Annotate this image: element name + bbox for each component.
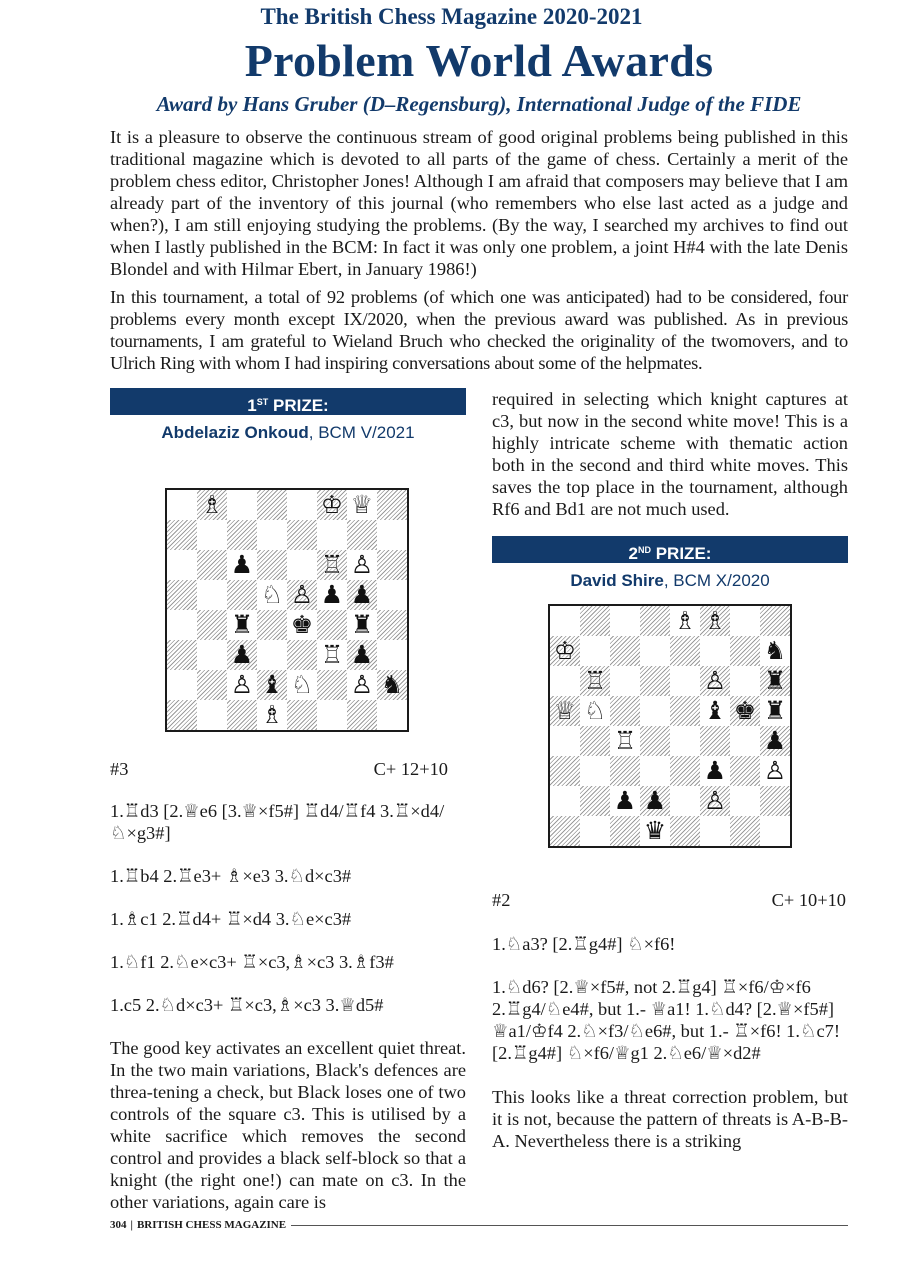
black-pawn-icon: ♟: [230, 550, 254, 579]
square-b4: [580, 726, 610, 756]
square-d1: [257, 700, 287, 730]
square-b3: [197, 640, 227, 670]
page-footer: [110, 1217, 848, 1233]
black-rook-icon: ♜: [763, 696, 787, 725]
square-g7: [347, 520, 377, 550]
square-e8: [670, 606, 700, 636]
square-a3: [167, 640, 197, 670]
square-d4: [640, 726, 670, 756]
white-bishop-icon: ♗: [703, 606, 727, 635]
square-d1: [640, 816, 670, 846]
footer-magazine: BRITISH CHESS MAGAZINE: [136, 1219, 287, 1231]
white-knight-icon: ♘: [583, 696, 607, 725]
square-f8: [700, 606, 730, 636]
board-1-area: [110, 444, 466, 738]
white-bishop-icon: ♗: [673, 606, 697, 635]
square-h4: [377, 610, 407, 640]
white-pawn-icon: ♙: [230, 670, 254, 699]
square-f3: [317, 640, 347, 670]
square-h1: [377, 700, 407, 730]
square-c6: [610, 666, 640, 696]
square-h6: [760, 666, 790, 696]
white-rook-icon: ♖: [583, 666, 607, 695]
square-e6: [287, 550, 317, 580]
square-d5: [640, 696, 670, 726]
page-title: Problem World Awards: [244, 35, 714, 86]
square-b5: [580, 696, 610, 726]
black-pawn-icon: ♟: [320, 580, 344, 609]
square-d7: [640, 636, 670, 666]
black-rook-icon: ♜: [763, 666, 787, 695]
white-bishop-icon: ♗: [200, 490, 224, 519]
solution-line: 1.♗c1 2.♖d4+ ♖×d4 3.♘e×c3#: [110, 909, 352, 929]
stipulation: #3: [110, 759, 129, 779]
second-prize-byline: [492, 570, 848, 592]
square-f1: [700, 816, 730, 846]
square-h3: [377, 640, 407, 670]
white-pawn-icon: ♙: [703, 786, 727, 815]
square-c2: [610, 786, 640, 816]
award-subtitle: Award by Hans Gruber (D–Regensburg), International Judge of the FIDE: [156, 92, 802, 116]
square-f8: [317, 490, 347, 520]
square-c4: [610, 726, 640, 756]
square-c3: [227, 640, 257, 670]
square-e5: [670, 696, 700, 726]
square-f6: [317, 550, 347, 580]
square-c8: [610, 606, 640, 636]
square-e3: [287, 640, 317, 670]
square-c3: [610, 756, 640, 786]
square-e1: [287, 700, 317, 730]
second-prize-bar: [492, 536, 848, 563]
prize-ordinal: ND: [638, 545, 651, 555]
solution-line: 1.c5 2.♘d×c3+ ♖×c3,♗×c3 3.♕d5#: [110, 995, 384, 1015]
black-king-icon: ♚: [290, 610, 314, 639]
author-name: Abdelaziz Onkoud: [161, 423, 309, 442]
square-h8: [377, 490, 407, 520]
square-h1: [760, 816, 790, 846]
square-g5: [347, 580, 377, 610]
square-a2: [167, 670, 197, 700]
stipulation-line-2: [492, 889, 848, 911]
prize-number: 2: [628, 544, 638, 563]
square-d8: [257, 490, 287, 520]
square-f2: [700, 786, 730, 816]
square-a1: [167, 700, 197, 730]
square-b2: [580, 786, 610, 816]
chess-board-1: [165, 488, 409, 732]
white-pawn-icon: ♙: [290, 580, 314, 609]
square-g4: [347, 610, 377, 640]
square-h2: [377, 670, 407, 700]
square-h7: [760, 636, 790, 666]
square-h7: [377, 520, 407, 550]
prize-label: PRIZE:: [651, 544, 712, 563]
square-g1: [347, 700, 377, 730]
square-d3: [640, 756, 670, 786]
piece-count: C+ 12+10: [373, 759, 448, 779]
square-h5: [377, 580, 407, 610]
white-pawn-icon: ♙: [703, 666, 727, 695]
square-d2: [257, 670, 287, 700]
stipulation: #2: [492, 890, 511, 910]
square-c1: [227, 700, 257, 730]
square-c5: [610, 696, 640, 726]
square-a5: [167, 580, 197, 610]
source-ref: , BCM V/2021: [308, 423, 415, 442]
black-bishop-icon: ♝: [703, 696, 727, 725]
square-a3: [550, 756, 580, 786]
solution-line: 1.♖d3 [2.♕e6 [3.♕×f5#] ♖d4/♖f4 3.♖×d4/♘×g3#]: [110, 801, 445, 843]
square-g8: [730, 606, 760, 636]
square-c7: [227, 520, 257, 550]
white-queen-icon: ♕: [350, 490, 374, 519]
first-prize-byline: [110, 422, 466, 444]
square-h3: [760, 756, 790, 786]
square-c8: [227, 490, 257, 520]
square-b6: [580, 666, 610, 696]
square-e3: [670, 756, 700, 786]
square-b5: [197, 580, 227, 610]
square-h6: [377, 550, 407, 580]
intro-paragraph-1: It is a pleasure to observe the continuous stream of good original problems being published in this traditional magazine which is devoted to all parts of the game of chess. Certainly a merit of the problem chess editor, Christopher Jones! Although I am afraid that composers may believe that I am already part of the inventory of this journal (who remembers who else last acted as a judge and when?), I am still enjoying studying the problems. (By the way, I searched my archives to find out when I lastly published in the BCM: In fact it was only one problem, a joint H#4 with the late Denis Blondel and with Hilmar Ebert, in January 1986!): [110, 127, 848, 279]
square-b7: [580, 636, 610, 666]
footer-rule: [291, 1225, 848, 1226]
square-g3: [730, 756, 760, 786]
square-b8: [197, 490, 227, 520]
piece-count: C+ 10+10: [771, 890, 846, 910]
square-g4: [730, 726, 760, 756]
white-king-icon: ♔: [320, 490, 344, 519]
second-prize-comment: This looks like a threat correction problem, but it is not, because the pattern of threats is A-B-B-A. Nevertheless there is a striking: [492, 1087, 848, 1151]
magazine-kicker: The British Chess Magazine 2020-2021: [260, 4, 643, 29]
prize-label: PRIZE:: [268, 396, 329, 415]
square-a7: [167, 520, 197, 550]
square-e6: [670, 666, 700, 696]
square-h5: [760, 696, 790, 726]
black-bishop-icon: ♝: [260, 670, 284, 699]
square-g6: [730, 666, 760, 696]
white-rook-icon: ♖: [613, 726, 637, 755]
square-b3: [580, 756, 610, 786]
square-e4: [670, 726, 700, 756]
intro-paragraph-2: In this tournament, a total of 92 problems (of which one was anticipated) had to be considered, four problems every month except IX/2020, when the previous award was published. As in previous tournaments, I am grateful to Wieland Bruch who checked the originality of the twomovers, and to Ulrich Ring with whom I had inspiring conversations about some of the helpmates.: [110, 287, 848, 373]
black-knight-icon: ♞: [380, 670, 404, 699]
square-d5: [257, 580, 287, 610]
square-f3: [700, 756, 730, 786]
square-c1: [610, 816, 640, 846]
square-f4: [317, 610, 347, 640]
square-e4: [287, 610, 317, 640]
square-f6: [700, 666, 730, 696]
board-2-area: [492, 592, 848, 875]
black-queen-icon: ♛: [643, 816, 667, 845]
square-e7: [670, 636, 700, 666]
square-f2: [317, 670, 347, 700]
solution-line: 1.♖b4 2.♖e3+ ♗×e3 3.♘d×c3#: [110, 866, 352, 886]
black-knight-icon: ♞: [763, 636, 787, 665]
white-pawn-icon: ♙: [763, 756, 787, 785]
square-b7: [197, 520, 227, 550]
square-g5: [730, 696, 760, 726]
square-g2: [730, 786, 760, 816]
white-king-icon: ♔: [553, 636, 577, 665]
white-pawn-icon: ♙: [350, 550, 374, 579]
square-b4: [197, 610, 227, 640]
square-a2: [550, 786, 580, 816]
square-g8: [347, 490, 377, 520]
left-column: [110, 388, 466, 1213]
black-pawn-icon: ♟: [763, 726, 787, 755]
first-prize-comment-continued: required in selecting which knight captures at c3, but now in the second white move! This is a highly intricate scheme with thematic action both in the second and third white moves. This saves the top place in the tournament, although Rf6 and Bd1 are not much used.: [492, 389, 848, 519]
square-g1: [730, 816, 760, 846]
white-rook-icon: ♖: [320, 550, 344, 579]
square-e2: [287, 670, 317, 700]
square-a6: [167, 550, 197, 580]
square-c2: [227, 670, 257, 700]
black-pawn-icon: ♟: [613, 786, 637, 815]
square-e7: [287, 520, 317, 550]
black-pawn-icon: ♟: [350, 640, 374, 669]
solution-line: 1.♘a3? [2.♖g4#] ♘×f6!: [492, 934, 676, 954]
stipulation-line-1: [110, 758, 466, 780]
right-column: [492, 388, 848, 1152]
white-rook-icon: ♖: [320, 640, 344, 669]
square-d6: [257, 550, 287, 580]
square-a8: [550, 606, 580, 636]
white-knight-icon: ♘: [260, 580, 284, 609]
page-number: 304: [110, 1219, 127, 1231]
square-d2: [640, 786, 670, 816]
square-e8: [287, 490, 317, 520]
square-b2: [197, 670, 227, 700]
square-d6: [640, 666, 670, 696]
square-g6: [347, 550, 377, 580]
square-e2: [670, 786, 700, 816]
square-b8: [580, 606, 610, 636]
square-g2: [347, 670, 377, 700]
square-g3: [347, 640, 377, 670]
black-pawn-icon: ♟: [230, 640, 254, 669]
square-f4: [700, 726, 730, 756]
black-rook-icon: ♜: [230, 610, 254, 639]
square-c6: [227, 550, 257, 580]
solution-line: 1.♘d6? [2.♕×f5#, not 2.♖g4] ♖×f6/♔×f6 2.♖g4/♘e4#, but 1.- ♕a1! 1.♘d4? [2.♕×f5#] ♕a1/♔f4 2.♘×f3/♘e6#, but 1.- ♖×f6! 1.♘c7! [2.♖g4#] ♘×f6/♕g1 2.♘e6/♕×d2#: [492, 977, 840, 1063]
square-a5: [550, 696, 580, 726]
square-c7: [610, 636, 640, 666]
black-pawn-icon: ♟: [703, 756, 727, 785]
chess-board-2: [548, 604, 792, 848]
square-d7: [257, 520, 287, 550]
square-f7: [700, 636, 730, 666]
square-f5: [317, 580, 347, 610]
square-h4: [760, 726, 790, 756]
square-f5: [700, 696, 730, 726]
square-g7: [730, 636, 760, 666]
white-pawn-icon: ♙: [350, 670, 374, 699]
square-b1: [580, 816, 610, 846]
square-a4: [550, 726, 580, 756]
square-a4: [167, 610, 197, 640]
source-ref: , BCM X/2020: [663, 571, 770, 590]
first-prize-comment: The good key activates an excellent quiet threat. In the two main variations, Black's defences are threa-tening a check, but Black loses one of two controls of the square c3. This is utilised by a white sacrifice which removes the second control and provides a black self-block so that a knight (the right one!) can mate on c3. In the other variations, again care is: [110, 1038, 466, 1212]
black-king-icon: ♚: [733, 696, 757, 725]
square-c5: [227, 580, 257, 610]
footer-separator: |: [130, 1219, 133, 1231]
prize-ordinal: ST: [256, 397, 269, 407]
first-prize-bar: [110, 388, 466, 415]
black-rook-icon: ♜: [350, 610, 374, 639]
square-d3: [257, 640, 287, 670]
white-bishop-icon: ♗: [260, 700, 284, 729]
square-f1: [317, 700, 347, 730]
square-a6: [550, 666, 580, 696]
solution-line: 1.♘f1 2.♘e×c3+ ♖×c3,♗×c3 3.♗f3#: [110, 952, 394, 972]
square-d8: [640, 606, 670, 636]
square-h2: [760, 786, 790, 816]
white-queen-icon: ♕: [553, 696, 577, 725]
author-name: David Shire: [570, 571, 664, 590]
white-knight-icon: ♘: [290, 670, 314, 699]
square-e1: [670, 816, 700, 846]
black-pawn-icon: ♟: [350, 580, 374, 609]
square-d4: [257, 610, 287, 640]
square-a7: [550, 636, 580, 666]
square-b1: [197, 700, 227, 730]
square-e5: [287, 580, 317, 610]
square-h8: [760, 606, 790, 636]
square-a1: [550, 816, 580, 846]
square-f7: [317, 520, 347, 550]
square-b6: [197, 550, 227, 580]
square-a8: [167, 490, 197, 520]
prize-number: 1: [247, 396, 257, 415]
square-c4: [227, 610, 257, 640]
black-pawn-icon: ♟: [643, 786, 667, 815]
